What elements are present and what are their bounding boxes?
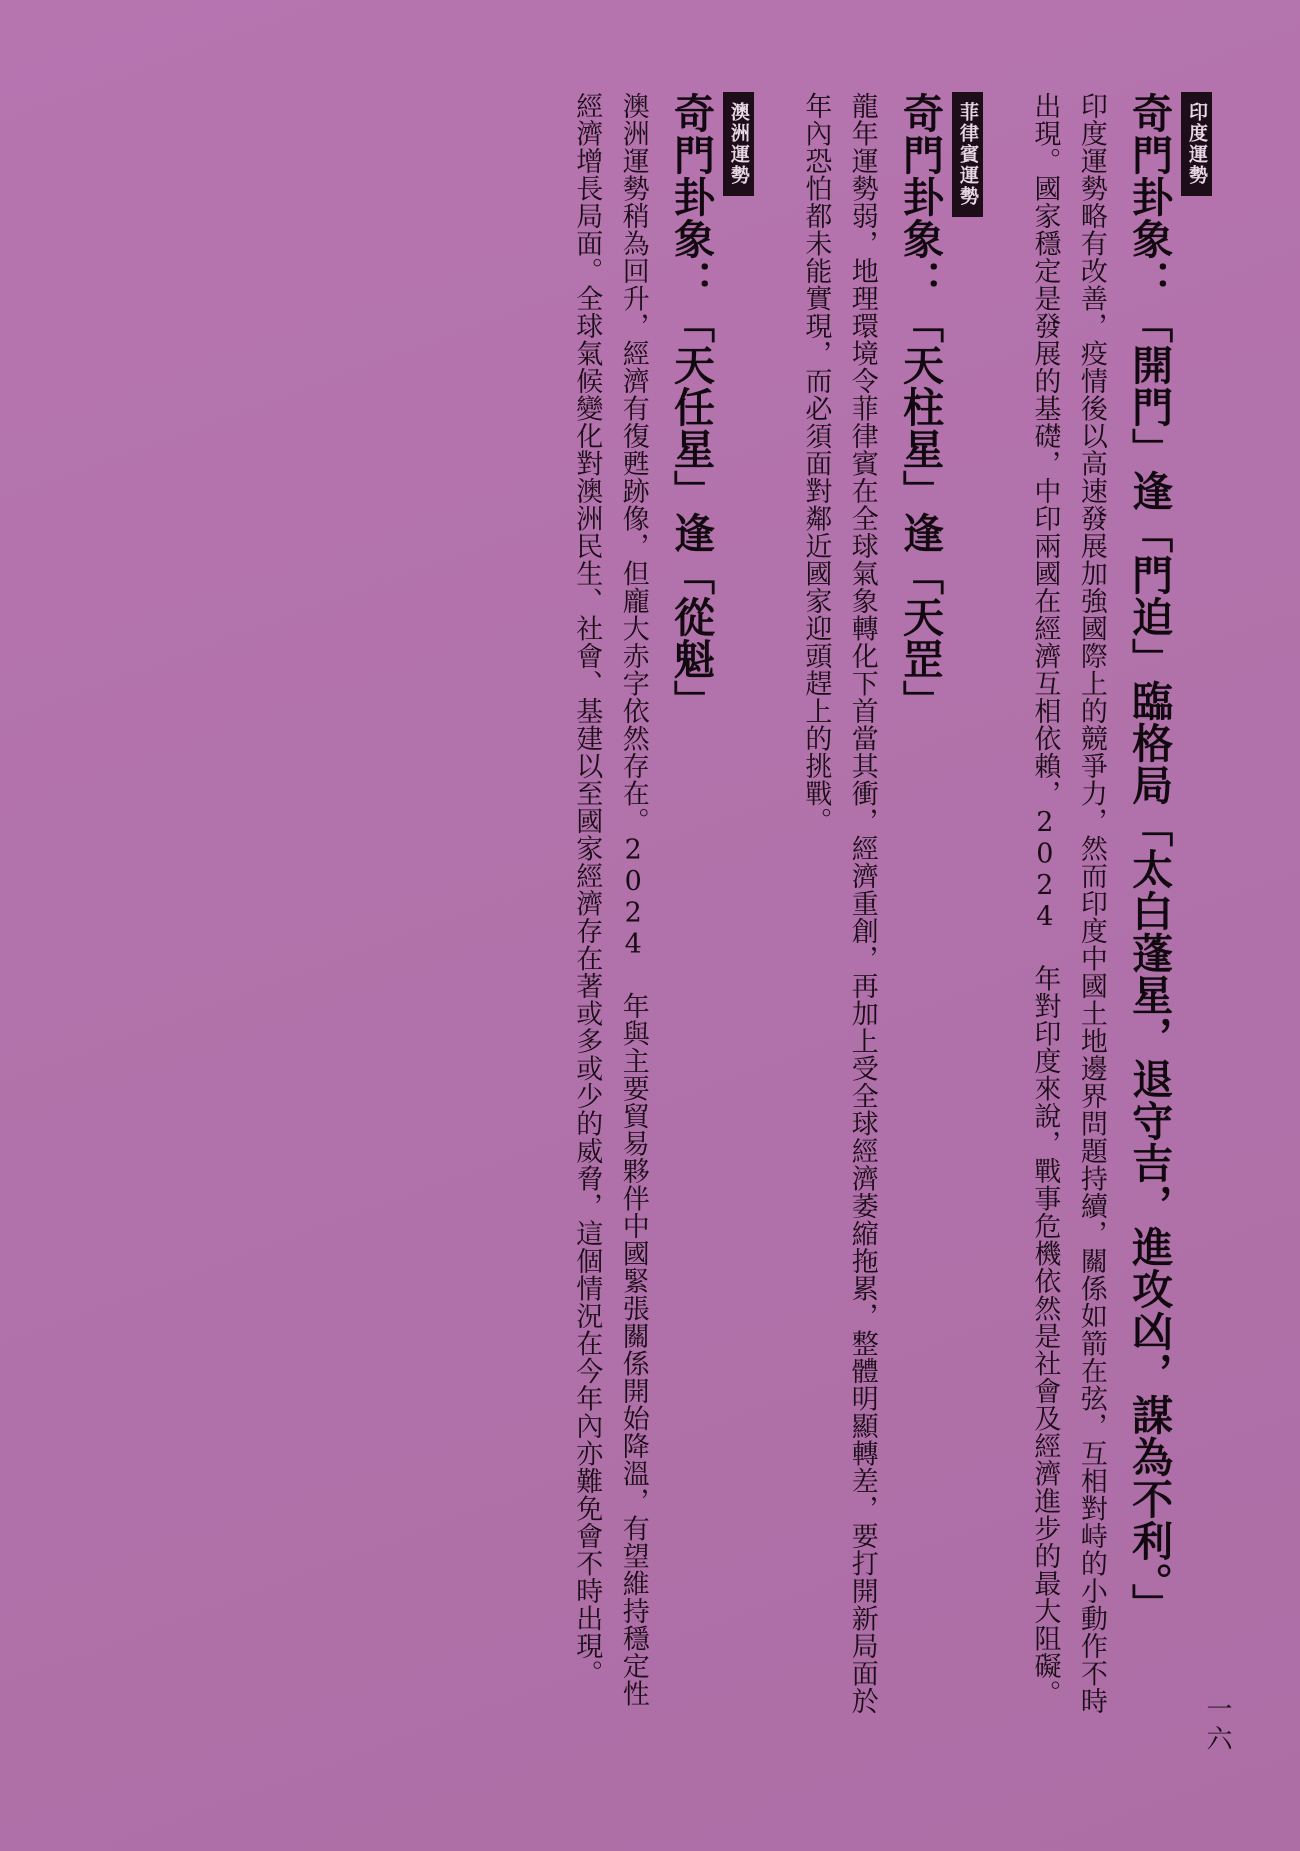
section-tag-philippines: 菲律賓運勢 — [952, 92, 983, 217]
section-heading-india: 奇門卦象：「開門」逢「門迫」臨格局「太白蓬星，退守吉，進攻凶，謀為不利。」 — [1125, 92, 1174, 1626]
section-body-australia: 澳洲運勢稍為回升，經濟有復甦跡像，但龐大赤字依然存在。2024 年與主要貿易夥伴中國緊張關係開始降溫，有望維持穩定性經濟增長局面。全球氣候變化對澳洲民生、社會、基建以至國家經濟存在著或多或少的威脅，這個情況在今年內亦難免會不時出現。 — [571, 92, 649, 1707]
section-india — [1015, 92, 1214, 1731]
section-tag-india: 印度運勢 — [1181, 92, 1212, 196]
section-spacer-1 — [985, 92, 1015, 102]
section-philippines — [786, 92, 985, 1731]
section-body-philippines: 龍年運勢弱，地理環境令菲律賓在全球氣象轉化下首當其衝，經濟重創，再加上受全球經濟萎縮拖累，整體明顯轉差，要打開新局面於年內恐怕都未能實現，而必須面對鄰近國家迎頭趕上的挑戰。 — [800, 92, 878, 1715]
section-australia — [557, 92, 756, 1731]
section-tag-australia: 澳洲運勢 — [723, 92, 754, 196]
page-number: 一六 — [1202, 1695, 1232, 1755]
section-heading-philippines: 奇門卦象：「天柱星」逢「天罡」 — [896, 92, 945, 722]
section-spacer-2 — [756, 92, 786, 102]
section-body-india: 印度運勢略有改善，疫情後以高速發展加強國際上的競爭力，然而印度中國土地邊界問題持續，關係如箭在弦，互相對峙的小動作不時出現。國家穩定是發展的基礎，中印兩國在經濟互相依賴，2024 年對印度來說，戰事危機依然是社會及經濟進步的最大阻礙。 — [1029, 92, 1107, 1715]
vertical-text-content — [150, 92, 1214, 1731]
section-heading-australia: 奇門卦象：「天任星」逢「從魁」 — [666, 92, 715, 722]
